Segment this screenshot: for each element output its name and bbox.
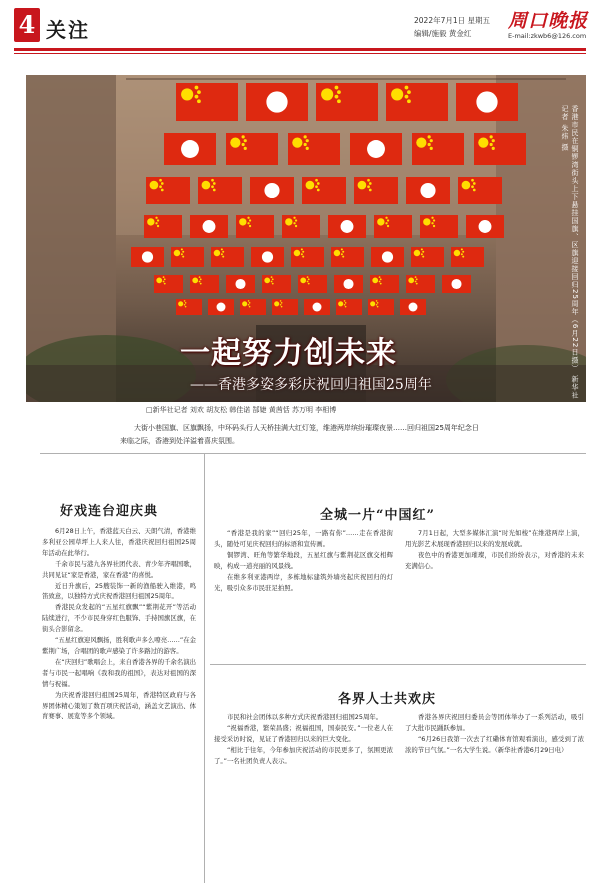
section-divider <box>40 453 586 454</box>
china-national-flag <box>451 247 484 267</box>
china-national-flag <box>198 177 242 204</box>
paragraph: 6月28日上午，香港蓝天白云、天朗气清，香港维多利亚公园草坪上人来人往，香港庆祝回归祖国25周年活动在此举行。 <box>42 527 196 557</box>
hk-regional-flag <box>250 177 294 204</box>
china-national-flag <box>154 275 183 293</box>
editor-credit: 编辑/施毅 黄金红 <box>414 29 472 38</box>
article-title-right-bottom: 各界人士共欢庆 <box>338 692 437 707</box>
article-body-right-top <box>214 528 584 658</box>
china-national-flag <box>474 133 526 165</box>
hk-regional-flag <box>190 215 228 238</box>
paragraph: “6月26日我第一次去了红磡体育馆观看演出，感受到了浓浓的节日气氛。”一名大学生说。（新华社香港6月29日电） <box>405 734 584 754</box>
byline: □新华社记者 刘欢 胡友松 韩佳诺 郜婕 黄茜恬 苏万明 李相博 <box>146 406 337 414</box>
paragraph: 千余市民与港九各界社团代表、青少年齐唱国歌，共同见证“家是香港，家在香港”的喜悦。 <box>42 559 196 579</box>
main-headline: 一起努力创未来 <box>180 336 397 371</box>
paragraph: 夜色中的香港更加璀璨，市民们纷纷表示，对香港的未来充满信心。 <box>405 550 584 570</box>
china-national-flag <box>176 299 202 315</box>
photo-caption: 香港市民在铜锣湾街头上下悬挂国旗、区旗迎接回归25周年（6月22日摄） 新华社记者 朱炜 摄 <box>561 105 579 400</box>
china-national-flag <box>336 299 362 315</box>
china-national-flag <box>458 177 502 204</box>
china-national-flag <box>190 275 219 293</box>
publication-date: 2022年7月1日 星期五 <box>414 16 491 25</box>
hk-regional-flag <box>442 275 471 293</box>
china-national-flag <box>316 83 378 121</box>
paragraph: 市民和社会团体以多种方式庆祝香港回归祖国25周年。 <box>227 713 383 721</box>
section-divider <box>210 664 586 665</box>
hk-regional-flag <box>406 177 450 204</box>
hk-regional-flag <box>400 299 426 315</box>
article-title-left: 好戏连台迎庆典 <box>60 504 159 519</box>
china-national-flag <box>262 275 291 293</box>
china-national-flag <box>298 275 327 293</box>
column-divider <box>204 453 205 883</box>
hk-regional-flag <box>371 247 404 267</box>
paragraph: 近日升旗后，25艘装饰一新的渔船驶入维港，鸣笛致意，以独特方式庆祝香港回归祖国25周年。 <box>42 581 196 601</box>
hk-regional-flag <box>251 247 284 267</box>
china-national-flag <box>144 215 182 238</box>
china-national-flag <box>420 215 458 238</box>
china-national-flag <box>211 247 244 267</box>
hk-regional-flag <box>131 247 164 267</box>
newspaper-logo: 周口晚报 <box>508 10 589 32</box>
masthead-rule-thin <box>14 53 586 54</box>
masthead-rule <box>14 48 586 51</box>
paragraph: 香港各界庆祝回归委员会等团体举办了一系列活动，吸引了大批市民踊跃参加。 <box>405 713 584 732</box>
china-national-flag <box>412 133 464 165</box>
section-title: 关注 <box>46 18 90 42</box>
masthead <box>0 0 600 80</box>
paragraph: 7月1日起，大型多媒体汇演“时光如梭”在维港两岸上演，用光影艺术展现香港回归以来的发展成就。 <box>405 529 584 548</box>
china-national-flag <box>368 299 394 315</box>
hk-regional-flag <box>246 83 308 121</box>
hk-regional-flag <box>466 215 504 238</box>
hk-regional-flag <box>226 275 255 293</box>
china-national-flag <box>374 215 412 238</box>
china-national-flag <box>226 133 278 165</box>
china-national-flag <box>291 247 324 267</box>
china-national-flag <box>288 133 340 165</box>
hk-regional-flag <box>328 215 366 238</box>
sub-headline: ——香港多姿多彩庆祝回归祖国25周年 <box>190 377 432 393</box>
china-national-flag <box>272 299 298 315</box>
hk-regional-flag <box>456 83 518 121</box>
paragraph: 铜锣湾、旺角等繁华地段，五星红旗与紫荆花区旗交相辉映，构成一道亮丽的风景线。 <box>214 550 393 570</box>
paragraph: “五星红旗迎风飘扬，胜利歌声多么嘹亮……”在金紫荆广场，合唱团的歌声感染了许多路过的游客。 <box>42 636 196 655</box>
china-national-flag <box>386 83 448 121</box>
paragraph: “祝福香港，繁荣昌盛；祝福祖国，国泰民安。”一位老人在接受采访时说，见证了香港回归以来的巨大变化。 <box>214 723 393 743</box>
lede-paragraph: 大街小巷国旗、区旗飘扬，中环码头行人天桥挂满大红灯笼，维港两岸缤纷璀璨夜景……回归祖国25周年纪念日来临之际，香港到处洋溢着喜庆氛围。 <box>120 424 479 445</box>
hk-regional-flag <box>164 133 216 165</box>
paragraph: “相比于往年，今年参加庆祝活动的市民更多了，氛围更浓了。”一名社团负责人表示。 <box>214 745 393 765</box>
article-body-right-bottom <box>214 712 584 882</box>
article-body-left <box>42 526 196 882</box>
paragraph: 香港民众发起的“五星红旗飘”“紫荆花开”等活动陆续进行，不少市民身穿红色服饰、手持国旗区旗，在街头合影留念。 <box>42 603 196 634</box>
hk-regional-flag <box>350 133 402 165</box>
china-national-flag <box>406 275 435 293</box>
article-title-right-top: 全城一片“中国红” <box>320 508 435 523</box>
paragraph: 在“庆回归”歌唱会上，来自香港各界的千余名演出者与市民一起唱响《我和我的祖国》，表达对祖国的深情与祝福。 <box>42 657 196 688</box>
page-number: 4 <box>14 8 40 42</box>
china-national-flag <box>411 247 444 267</box>
china-national-flag <box>331 247 364 267</box>
china-national-flag <box>370 275 399 293</box>
china-national-flag <box>302 177 346 204</box>
paragraph: “香港是我的家”“回归25年，一路有你”……走在香港街头，随处可见庆祝回归的标语和宣传画。 <box>214 529 393 548</box>
china-national-flag <box>176 83 238 121</box>
china-national-flag <box>236 215 274 238</box>
hk-regional-flag <box>334 275 363 293</box>
hk-regional-flag <box>304 299 330 315</box>
china-national-flag <box>171 247 204 267</box>
china-national-flag <box>282 215 320 238</box>
paragraph: 在维多利亚港两岸，多栋地标建筑外墙亮起庆祝回归的灯光，吸引众多市民驻足拍照。 <box>214 572 393 592</box>
hk-regional-flag <box>208 299 234 315</box>
china-national-flag <box>146 177 190 204</box>
china-national-flag <box>240 299 266 315</box>
contact-email: E-mail:zkwb6@126.com <box>508 32 587 40</box>
paragraph: 为庆祝香港回归祖国25周年，香港特区政府与各界团体精心策划了数百项庆祝活动，涵盖文艺演出、体育赛事、展览等多个领域。 <box>42 690 196 721</box>
china-national-flag <box>354 177 398 204</box>
